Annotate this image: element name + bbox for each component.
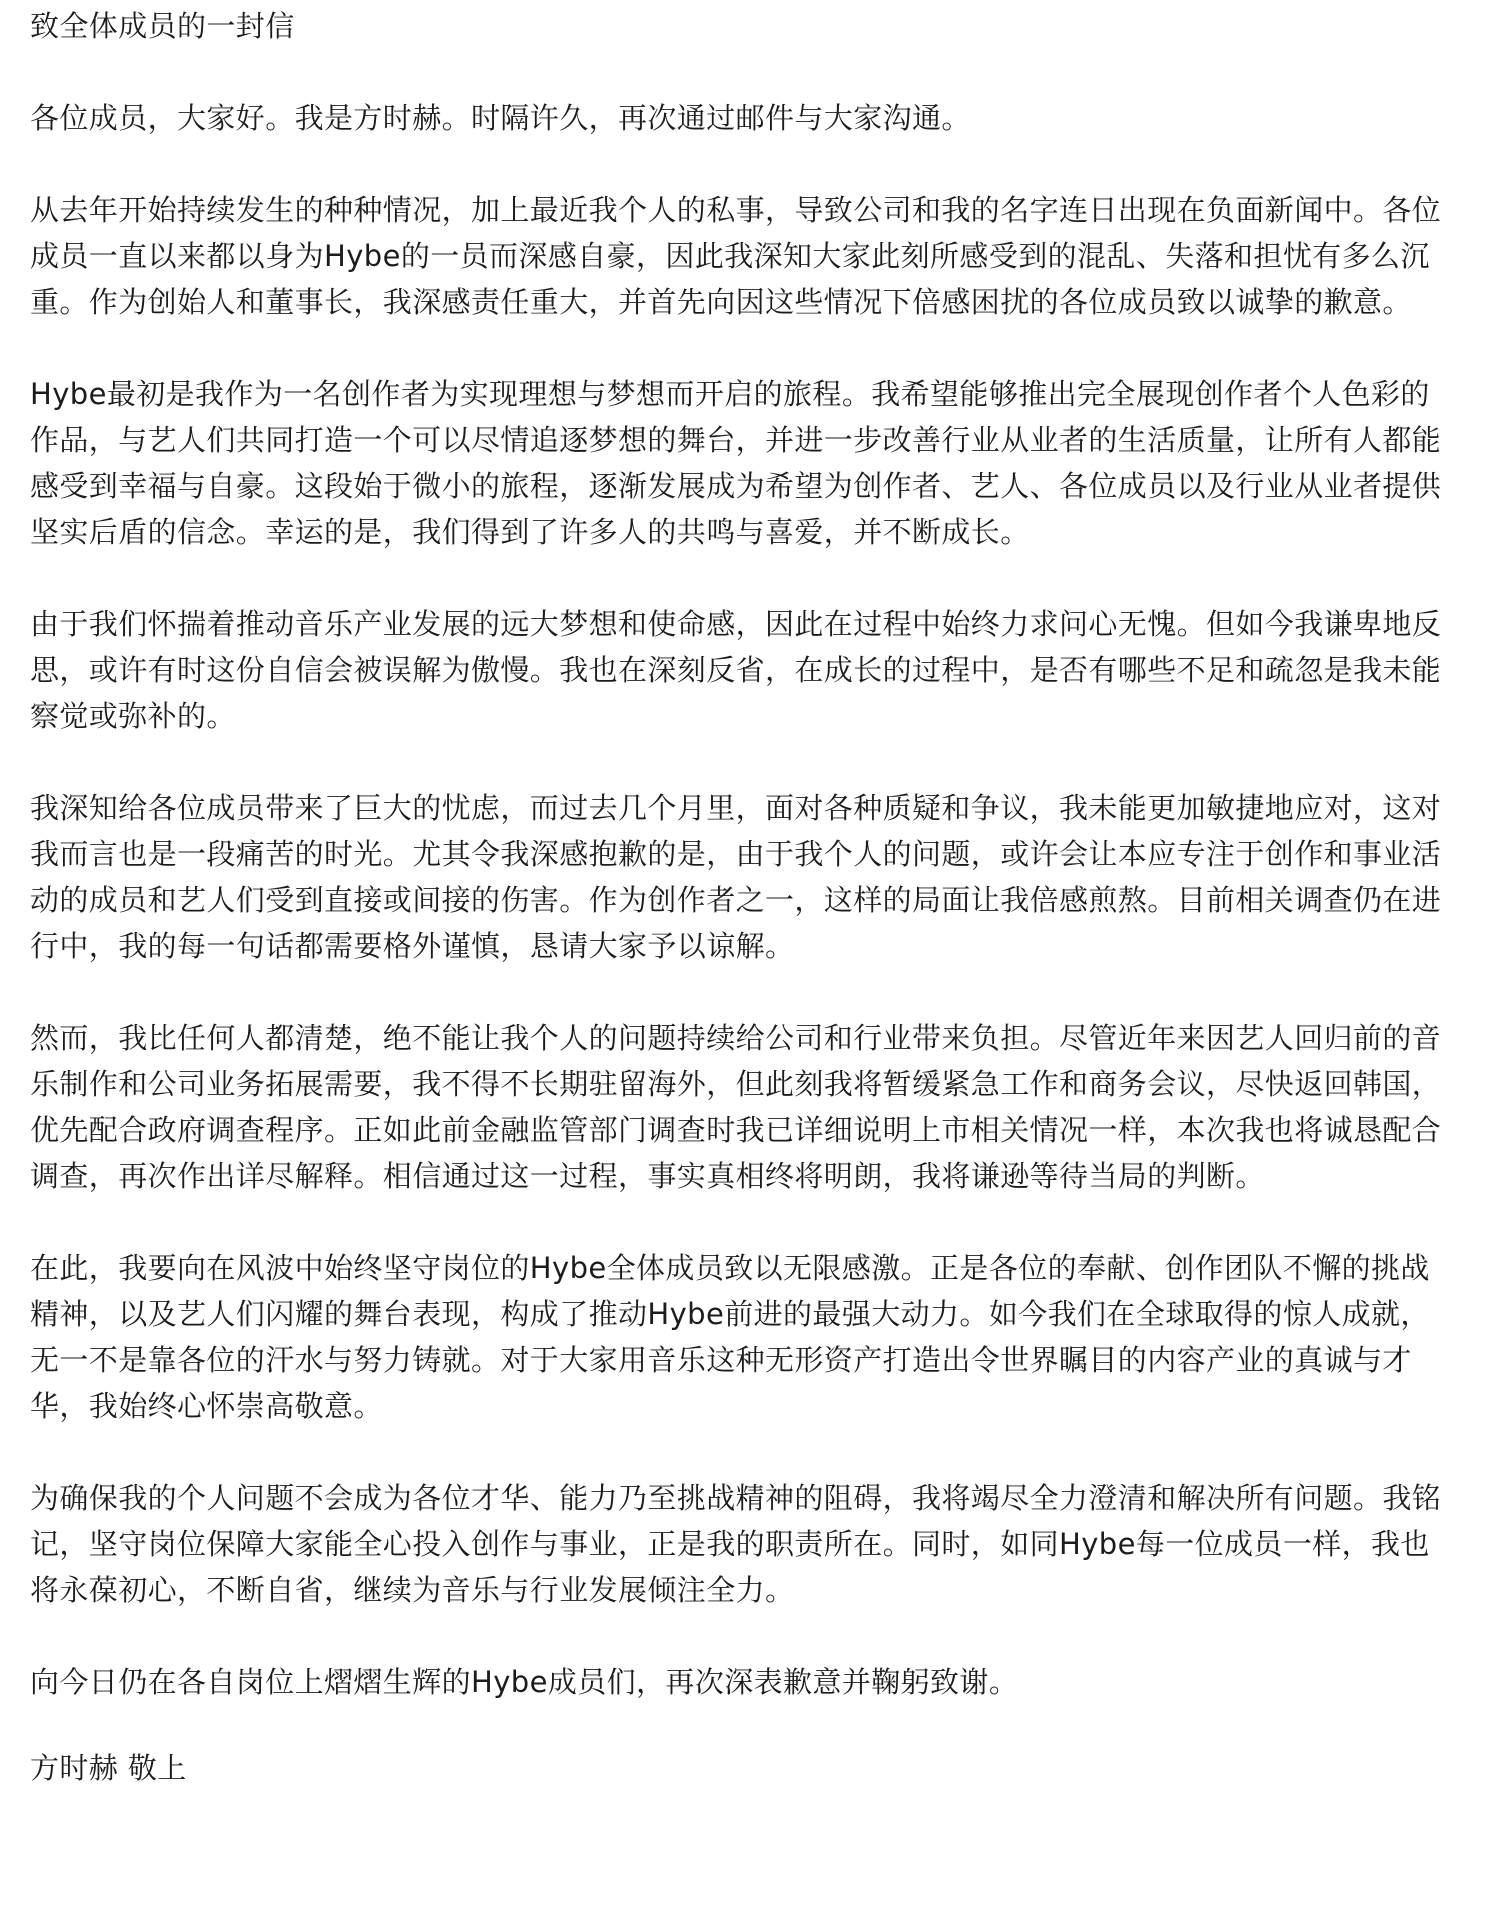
paragraph-apology: 我深知给各位成员带来了巨大的忧虑，而过去几个月里，面对各种质疑和争议，我未能更加敏捷地应对，这对我而言也是一段痛苦的时光。尤其令我深感抱歉的是，由于我个人的问题，或许会让本应专注于创作和事业活动的成员和艺人们受到直接或间接的伤害。作为创作者之一，这样的局面让我倍感煎熬。目前相关调查仍在进行中，我的每一句话都需要格外谨慎，恳请大家予以谅解。 bbox=[30, 791, 1442, 963]
paragraph-cooperation: 然而，我比任何人都清楚，绝不能让我个人的问题持续给公司和行业带来负担。尽管近年来因艺人回归前的音乐制作和公司业务拓展需要，我不得不长期驻留海外，但此刻我将暂缓紧急工作和商务会议，尽快返回韩国，优先配合政府调查程序。正如此前金融监管部门调查时我已详细说明上市相关情况一样，本次我也将诚恳配合调查，再次作出详尽解释。相信通过这一过程，事实真相终将明朗，我将谦逊等待当局的判断。 bbox=[30, 1021, 1442, 1193]
letter-signature: 方时赫 敬上 bbox=[30, 1751, 187, 1785]
paragraph-gratitude: 在此，我要向在风波中始终坚守岗位的Hybe全体成员致以无限感激。正是各位的奉献、创作团队不懈的挑战精神，以及艺人们闪耀的舞台表现，构成了推动Hybe前进的最强大动力。如今我们在全球取得的惊人成就，无一不是靠各位的汗水与努力铸就。对于大家用音乐这种无形资产打造出令世界瞩目的内容产业的真诚与才华，我始终心怀崇高敬意。 bbox=[30, 1251, 1430, 1423]
paragraph-reflection: 由于我们怀揣着推动音乐产业发展的远大梦想和使命感，因此在过程中始终力求问心无愧。但如今我谦卑地反思，或许有时这份自信会被误解为傲慢。我也在深刻反省，在成长的过程中，是否有哪些不足和疏忽是我未能察觉或弥补的。 bbox=[30, 607, 1442, 733]
letter-body bbox=[30, 0, 1455, 1791]
paragraph-greeting: 各位成员，大家好。我是方时赫。时隔许久，再次通过邮件与大家沟通。 bbox=[30, 101, 971, 135]
letter-title: 致全体成员的一封信 bbox=[30, 9, 295, 43]
paragraph-situation: 从去年开始持续发生的种种情况，加上最近我个人的私事，导致公司和我的名字连日出现在负面新闻中。各位成员一直以来都以身为Hybe的一员而深感自豪，因此我深知大家此刻所感受到的混乱、失落和担忧有多么沉重。作为创始人和董事长，我深感责任重大，并首先向因这些情况下倍感困扰的各位成员致以诚挚的歉意。 bbox=[30, 193, 1442, 319]
paragraph-commitment: 为确保我的个人问题不会成为各位才华、能力乃至挑战精神的阻碍，我将竭尽全力澄清和解决所有问题。我铭记，坚守岗位保障大家能全心投入创作与事业，正是我的职责所在。同时，如同Hybe每一位成员一样，我也将永葆初心，不断自省，继续为音乐与行业发展倾注全力。 bbox=[30, 1481, 1442, 1607]
paragraph-closing: 向今日仍在各自岗位上熠熠生辉的Hybe成员们，再次深表歉意并鞠躬致谢。 bbox=[30, 1665, 1019, 1699]
paragraph-origin: Hybe最初是我作为一名创作者为实现理想与梦想而开启的旅程。我希望能够推出完全展现创作者个人色彩的作品，与艺人们共同打造一个可以尽情追逐梦想的舞台，并进一步改善行业从业者的生活质量，让所有人都能感受到幸福与自豪。这段始于微小的旅程，逐渐发展成为希望为创作者、艺人、各位成员以及行业从业者提供坚实后盾的信念。幸运的是，我们得到了许多人的共鸣与喜爱，并不断成长。 bbox=[30, 377, 1442, 549]
